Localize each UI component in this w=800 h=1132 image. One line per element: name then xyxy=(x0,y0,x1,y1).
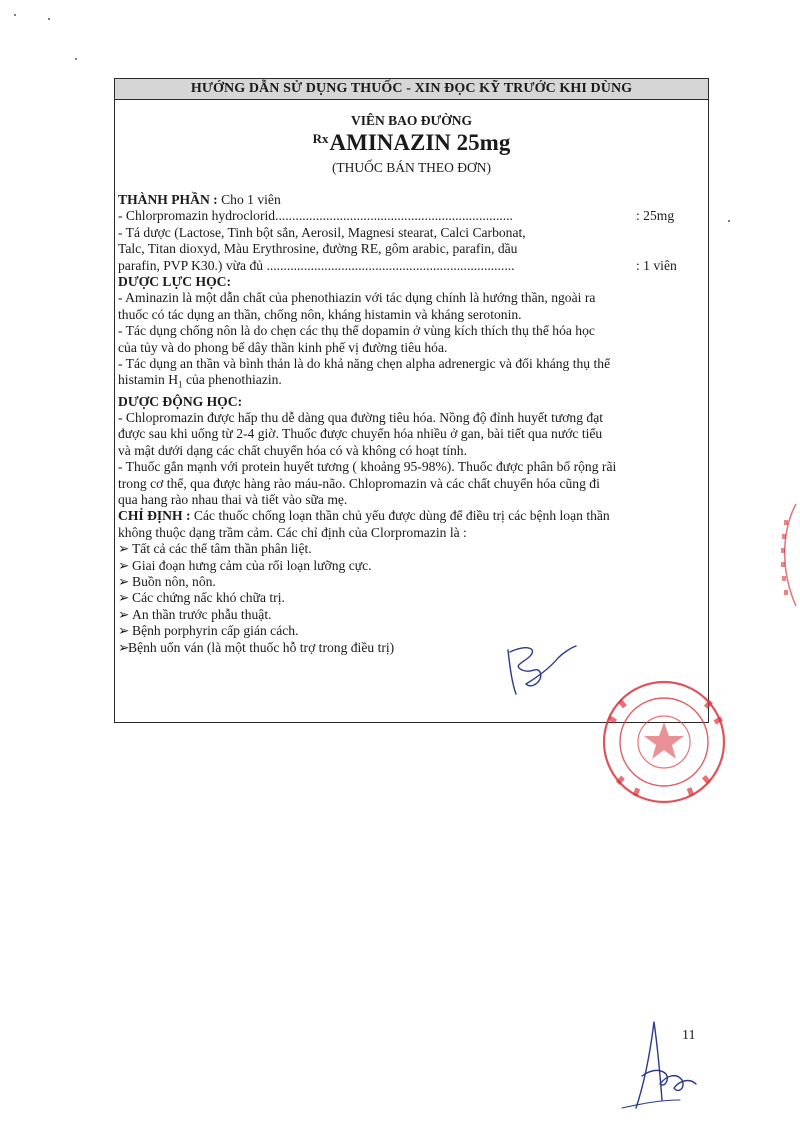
pharmacokinetics-line: - Chlopromazin được hấp thu dễ dàng qua đường tiêu hóa. Nồng độ đỉnh huyết tương đạt xyxy=(118,410,604,425)
arrow-bullet-icon: ➢ xyxy=(118,541,130,557)
arrow-bullet-icon: ➢ xyxy=(118,557,130,573)
edge-stamp-icon xyxy=(768,500,798,610)
pharmacodynamics-last-line: histamin $H_1$ của phenothiazin. xyxy=(118,372,282,391)
pharmacokinetics-line: và mật dưới dạng các chất chuyển hóa có và không có hoạt tính. xyxy=(118,442,467,458)
pharmacokinetics-line: được sau khi uống từ 2-4 giờ. Thuốc được chuyển hóa nhiều ở gan, bài tiết qua nước tiểu xyxy=(118,426,603,442)
pharmacokinetics-line: trong cơ thể, qua được hàng rào máu-não. Chlopromazin và các chất chuyển hóa cũng đi xyxy=(118,475,600,491)
page-number: 11 xyxy=(682,1028,696,1043)
indication-item: ➢ Bệnh porphyrin cấp gián cách. xyxy=(118,623,299,639)
indications-intro-2: không thuộc dạng trầm cảm. Các chỉ định của Clorpromazin là : xyxy=(118,524,467,540)
indication-item: ➢ Các chứng nấc khó chữa trị. xyxy=(118,590,285,606)
composition-item-2-line2: Talc, Titan dioxyd, Màu Erythrosine, đường RE, gôm arabic, parafin, dầu xyxy=(118,241,518,257)
product-title xyxy=(114,130,709,156)
indication-item: ➢Bệnh uốn ván (là một thuốc hỗ trợ trong điều trị) xyxy=(118,639,395,655)
arrow-bullet-icon: ➢ xyxy=(118,623,130,639)
pharmacodynamics-line: thuốc có tác dụng an thần, chống nôn, kháng histamin và kháng serotonin. xyxy=(118,306,522,322)
composition-item-2-line3: parafin, PVP K30.) vừa đủ ......................................................................... : 1 viên xyxy=(118,257,677,273)
prescription-status: (THUỐC BÁN THEO ĐƠN) xyxy=(331,160,492,175)
scan-speck xyxy=(728,220,730,222)
pharmacokinetics-heading: DƯỢC ĐỘNG HỌC: xyxy=(118,393,243,409)
signature-icon xyxy=(620,1014,700,1114)
rx-mark: Rx xyxy=(312,131,329,146)
product-name: AMINAZIN 25mg xyxy=(329,130,511,155)
pharmacodynamics-line: - Tác dụng an thần và bình thản là do khả năng chẹn alpha adrenergic và đối kháng thụ thể xyxy=(118,356,611,372)
signature-icon xyxy=(496,628,586,708)
indication-item: ➢ Buồn nôn, nôn. xyxy=(118,574,216,590)
scan-speck xyxy=(48,18,50,20)
instruction-banner: HƯỚNG DẪN SỬ DỤNG THUỐC - XIN ĐỌC KỸ TRƯỚC KHI DÙNG xyxy=(114,78,709,100)
indications-intro: CHỈ ĐỊNH : Các thuốc chống loạn thần chủ yếu được dùng để điều trị các bệnh loạn thần xyxy=(118,508,610,524)
arrow-bullet-icon: ➢ xyxy=(118,639,130,655)
indication-item: ➢ An thần trước phẫu thuật. xyxy=(118,606,272,622)
indication-item: ➢ Tất cả các thể tâm thần phân liệt. xyxy=(118,541,312,557)
pharmacodynamics-heading: DƯỢC LỰC HỌC: xyxy=(118,274,232,290)
pharmacodynamics-line: - Tác dụng chống nôn là do chẹn các thụ thể dopamin ở vùng kích thích thụ thể hóa học xyxy=(118,323,595,339)
official-seal-icon xyxy=(588,676,748,806)
composition-item-1: - Chlorpromazin hydroclorid...................................................................... : 25mg xyxy=(118,208,675,224)
pharmacodynamics-line: của tủy và do phong bế dây thần kinh phế vị đường tiêu hóa. xyxy=(118,339,448,355)
indication-item: ➢ Giai đoạn hưng cảm của rối loạn lưỡng cực. xyxy=(118,557,372,573)
arrow-bullet-icon: ➢ xyxy=(118,590,130,606)
dosage-form: VIÊN BAO ĐƯỜNG xyxy=(350,113,472,128)
pharmacodynamics-line: - Aminazin là một dẫn chất của phenothiazin với tác dụng chính là hướng thần, ngoài ra xyxy=(118,290,596,306)
composition-heading: THÀNH PHẦN : Cho 1 viên xyxy=(118,192,281,207)
composition-item-2-line1: - Tá dược (Lactose, Tinh bột sắn, Aerosil, Magnesi stearat, Calci Carbonat, xyxy=(118,224,526,240)
scan-speck xyxy=(75,58,77,60)
scan-speck xyxy=(14,14,16,16)
pharmacokinetics-line: qua hang rào nhau thai và tiết vào sữa mẹ. xyxy=(118,492,348,508)
arrow-bullet-icon: ➢ xyxy=(118,606,130,622)
arrow-bullet-icon: ➢ xyxy=(118,574,130,590)
pharmacokinetics-line: - Thuốc gắn mạnh với protein huyết tương ( khoảng 95-98%). Thuốc được phân bố rộng rãi xyxy=(118,459,617,475)
document-body xyxy=(118,192,706,656)
